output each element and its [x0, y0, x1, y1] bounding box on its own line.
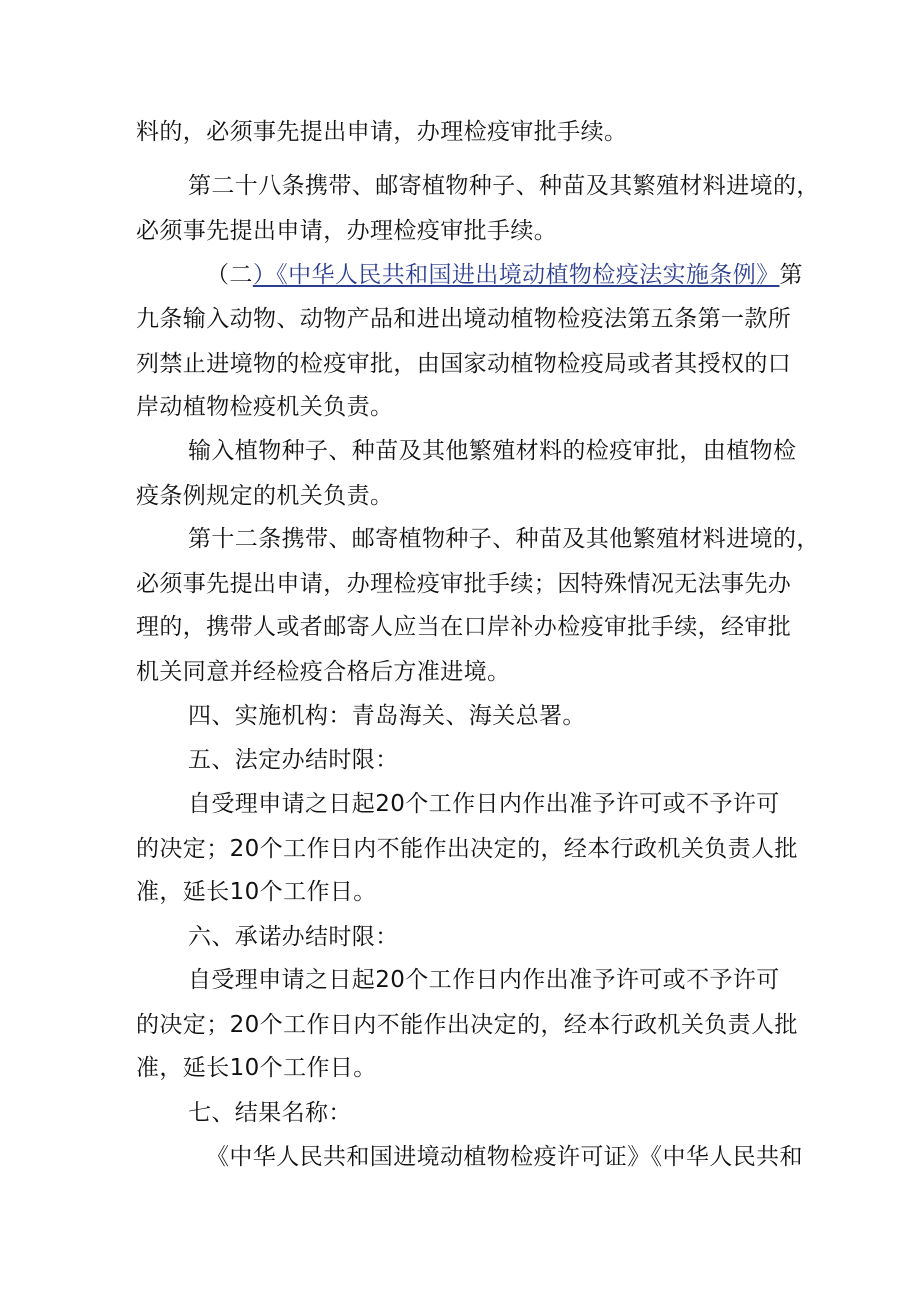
paragraph-line: 九条输入动物、动物产品和进出境动植物检疫法第五条第一款所: [136, 306, 792, 332]
paragraph-line: 必须事先提出申请，办理检疫审批手续。: [136, 218, 558, 244]
paragraph-line: 准，延长10个工作日。: [136, 879, 377, 905]
paragraph-line: 岸动植物检疫机关负责。: [136, 394, 394, 420]
paragraph-line: 列禁止进境物的检疫审批，由国家动植物检疫局或者其授权的口: [136, 351, 792, 377]
regulation-link[interactable]: ）《中华人民共和国进出境动植物检疫法实施条例》: [252, 262, 780, 288]
paragraph-line: 输入植物种子、种苗及其他繁殖材料的检疫审批，由植物检: [188, 438, 797, 464]
section-heading: 七、结果名称：: [188, 1100, 352, 1126]
paragraph-line: 必须事先提出申请，办理检疫审批手续；因特殊情况无法事先办: [136, 571, 792, 597]
paragraph-line: 自受理申请之日起20个工作日内作出准予许可或不予许可: [188, 967, 780, 993]
paragraph-line: 的决定；20个工作日内不能作出决定的，经本行政机关负责人批: [136, 836, 798, 862]
paragraph-line: 准，延长10个工作日。: [136, 1055, 377, 1081]
section-heading: 四、实施机构：青岛海关、海关总署。: [188, 703, 586, 729]
paragraph-line: 理的，携带人或者邮寄人应当在口岸补办检疫审批手续，经审批: [136, 614, 792, 640]
paragraph-line: 自受理申请之日起20个工作日内作出准予许可或不予许可: [188, 791, 780, 817]
section-number-prefix: （二: [206, 262, 253, 288]
section-heading: 六、承诺办结时限：: [188, 924, 399, 950]
paragraph-line: 料的，必须事先提出申请，办理检疫审批手续。: [136, 119, 628, 145]
paragraph-line: 《中华人民共和国进境动植物检疫许可证》《中华人民共和: [206, 1144, 803, 1170]
link-suffix: 第: [779, 262, 803, 288]
paragraph-line: 第十二条携带、邮寄植物种子、种苗及其他繁殖材料进境的，: [188, 526, 820, 552]
paragraph-line: 的决定；20个工作日内不能作出决定的，经本行政机关负责人批: [136, 1012, 798, 1038]
section-heading: 五、法定办结时限：: [188, 747, 399, 773]
paragraph-line: 第二十八条携带、邮寄植物种子、种苗及其繁殖材料进境的，: [188, 173, 820, 199]
paragraph-line: 疫条例规定的机关负责。: [136, 483, 394, 509]
paragraph-line: 机关同意并经检疫合格后方准进境。: [136, 659, 511, 685]
paragraph-line-with-link: [206, 260, 866, 290]
